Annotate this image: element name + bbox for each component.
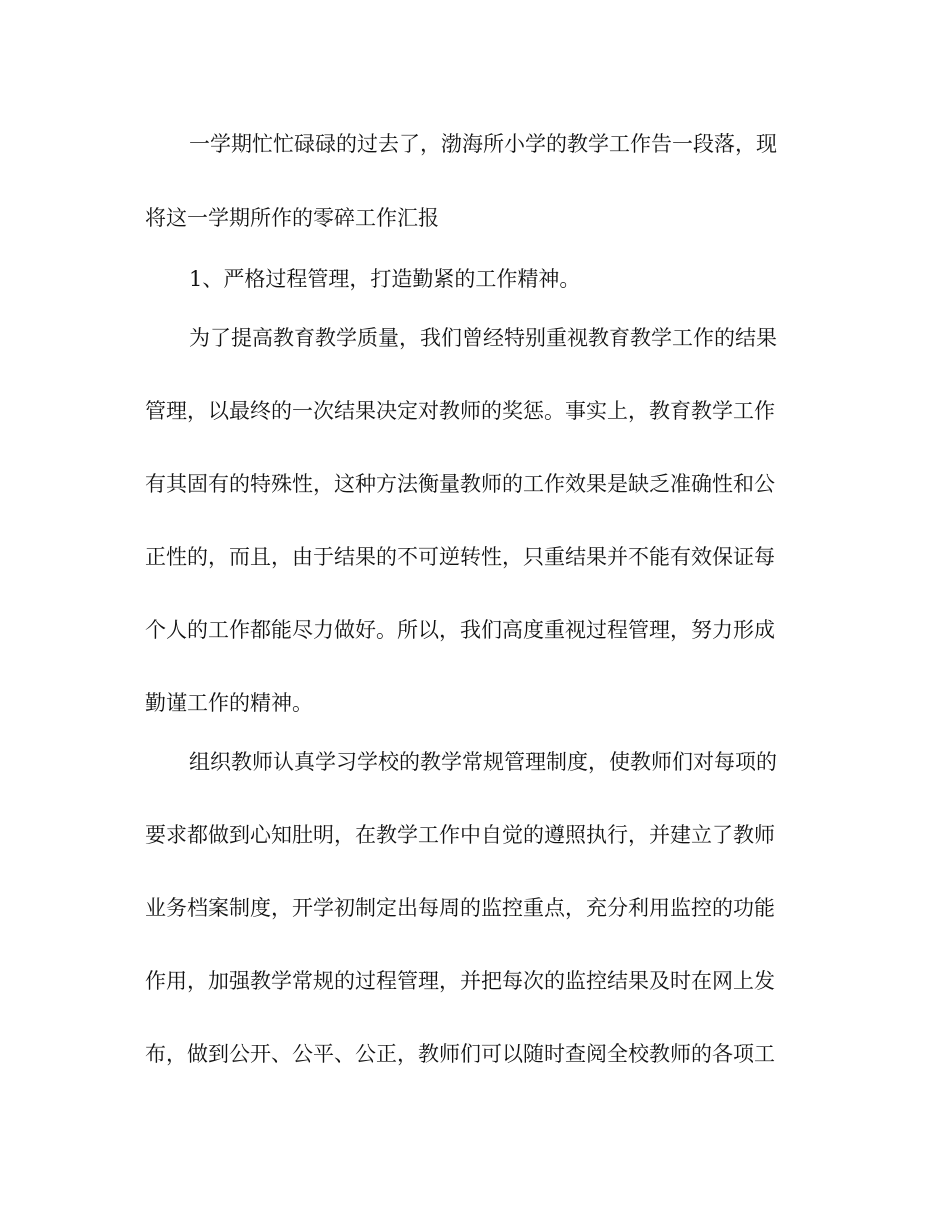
text-line: 业务档案制度，开学初制定出每周的监控重点，充分利用监控的功能 [145, 896, 775, 920]
text-line: 作用，加强教学常规的过程管理，并把每次的监控结果及时在网上发 [145, 969, 775, 993]
text-line: 布，做到公开、公平、公正，教师们可以随时查阅全校教师的各项工 [145, 1042, 775, 1066]
text-line: 一学期忙忙碌碌的过去了，渤海所小学的教学工作告一段落，现 [189, 132, 777, 156]
text-line: 正性的，而且，由于结果的不可逆转性，只重结果并不能有效保证每 [145, 545, 775, 569]
text-line: 个人的工作都能尽力做好。所以，我们高度重视过程管理，努力形成 [145, 618, 775, 642]
text-line: 将这一学期所作的零碎工作汇报 [145, 206, 439, 230]
section-heading: 1、严格过程管理，打造勤紧的工作精神。 [189, 267, 581, 291]
text-line: 组织教师认真学习学校的教学常规管理制度，使教师们对每项的 [189, 750, 777, 774]
text-line: 勤谨工作的精神。 [145, 691, 313, 715]
text-line: 管理，以最终的一次结果决定对教师的奖惩。事实上，教育教学工作 [145, 399, 775, 423]
text-line: 有其固有的特殊性，这种方法衡量教师的工作效果是缺乏准确性和公 [145, 472, 775, 496]
text-line: 为了提高教育教学质量，我们曾经特别重视教育教学工作的结果 [189, 326, 777, 350]
text-line: 要求都做到心知肚明，在教学工作中自觉的遵照执行，并建立了教师 [145, 823, 775, 847]
